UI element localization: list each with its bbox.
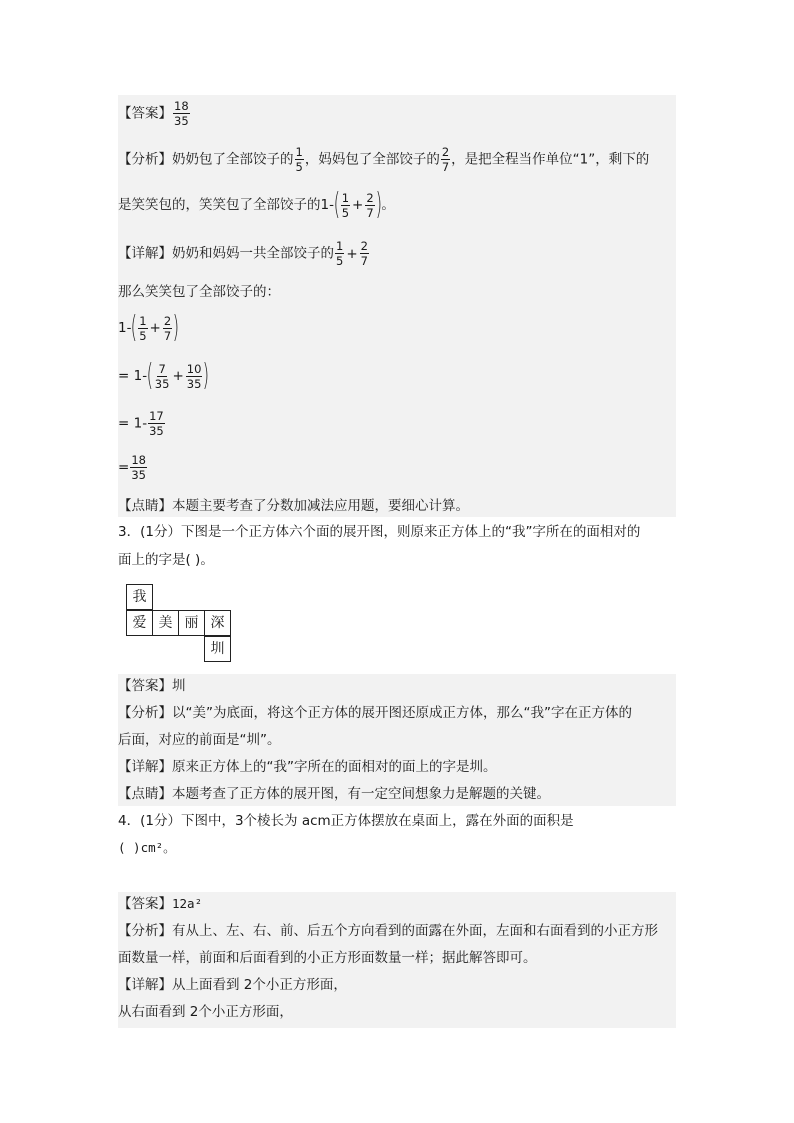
net-cell-ai: 爱 <box>126 610 153 636</box>
q3-analysis-line2: 后面，对应的前面是“圳”。 <box>118 732 281 748</box>
fraction-one-fifth: $\frac{1}{5}$ <box>295 145 303 174</box>
q2-detail-then: 那么笑笑包了全部饺子的： <box>118 284 280 300</box>
q4-analysis-line2: 面数量一样，前面和后面看到的小正方形面数量一样；据此解答即可。 <box>118 950 537 966</box>
cube-net-figure <box>126 584 234 662</box>
net-cell-mei: 美 <box>152 610 179 636</box>
q3-detail: 【详解】原来正方体上的“我”字所在的面相对的面上的字是圳。 <box>118 759 497 775</box>
q2-step-2: = 1-( $\frac{7}{35}$ + $\frac{10}{35}$ ) <box>118 358 210 393</box>
q2-step-4: = $\frac{18}{35}$ <box>118 453 146 482</box>
q4-detail-line2: 从右面看到 2个小正方形面， <box>118 1004 293 1020</box>
fraction-two-sevenths: $\frac{2}{7}$ <box>441 145 450 174</box>
q2-analysis-line2: 是笑笑包的，笑笑包了全部饺子的1-( $\frac{1}{5}$ + $\frac{2}{7}$ )。 <box>118 187 395 222</box>
q2-analysis-line1: 【分析】奶奶包了全部饺子的 $\frac{1}{5}$ ，妈妈包了全部饺子的 $\frac{2}{7}$ ，是把全程当作单位“1”，剩下的 <box>118 145 650 174</box>
q3-comment: 【点睛】本题考查了正方体的展开图，有一定空间想象力是解题的关键。 <box>118 786 550 802</box>
q4-question-line2: ( )cm²。 <box>118 840 176 855</box>
net-cell-wo: 我 <box>126 584 153 610</box>
answer-fraction: $\frac{18}{35}$ <box>174 99 189 128</box>
q4-answer: 【答案】12a² <box>118 896 203 912</box>
q4-detail-line1: 【详解】从上面看到 2个小正方形面， <box>118 977 347 993</box>
q4-question-line1: 4．(1分）下图中，3个棱长为 acm正方体摆放在桌面上，露在外面的面积是 <box>118 813 574 829</box>
q3-analysis-line1: 【分析】以“美”为底面，将这个正方体的展开图还原成正方体，那么“我”字在正方体的 <box>118 705 632 721</box>
q3-question-line2: 面上的字是( )。 <box>118 552 214 568</box>
q3-answer: 【答案】圳 <box>118 678 186 694</box>
q2-detail-line1: 【详解】奶奶和妈妈一共全部饺子的 $\frac{1}{5}$ + $\frac{2}{7}$ <box>118 239 368 268</box>
q3-question-line1: 3．(1分）下图是一个正方体六个面的展开图，则原来正方体上的“我”字所在的面相对的 <box>118 524 641 540</box>
net-cell-li: 丽 <box>178 610 205 636</box>
net-cell-shen: 深 <box>204 610 231 636</box>
q2-step-3: = 1- $\frac{17}{35}$ <box>118 409 164 438</box>
q2-comment: 【点睛】本题主要考查了分数加减法应用题，要细心计算。 <box>118 498 469 514</box>
q4-analysis-line1: 【分析】有从上、左、右、前、后五个方向看到的面露在外面，左面和右面看到的小正方形 <box>118 923 658 939</box>
q2-step-1: 1-( $\frac{1}{5}$ + $\frac{2}{7}$ ) <box>118 310 180 345</box>
net-cell-zhen: 圳 <box>204 636 231 662</box>
q2-answer: 【答案】 $\frac{18}{35}$ <box>118 99 189 128</box>
